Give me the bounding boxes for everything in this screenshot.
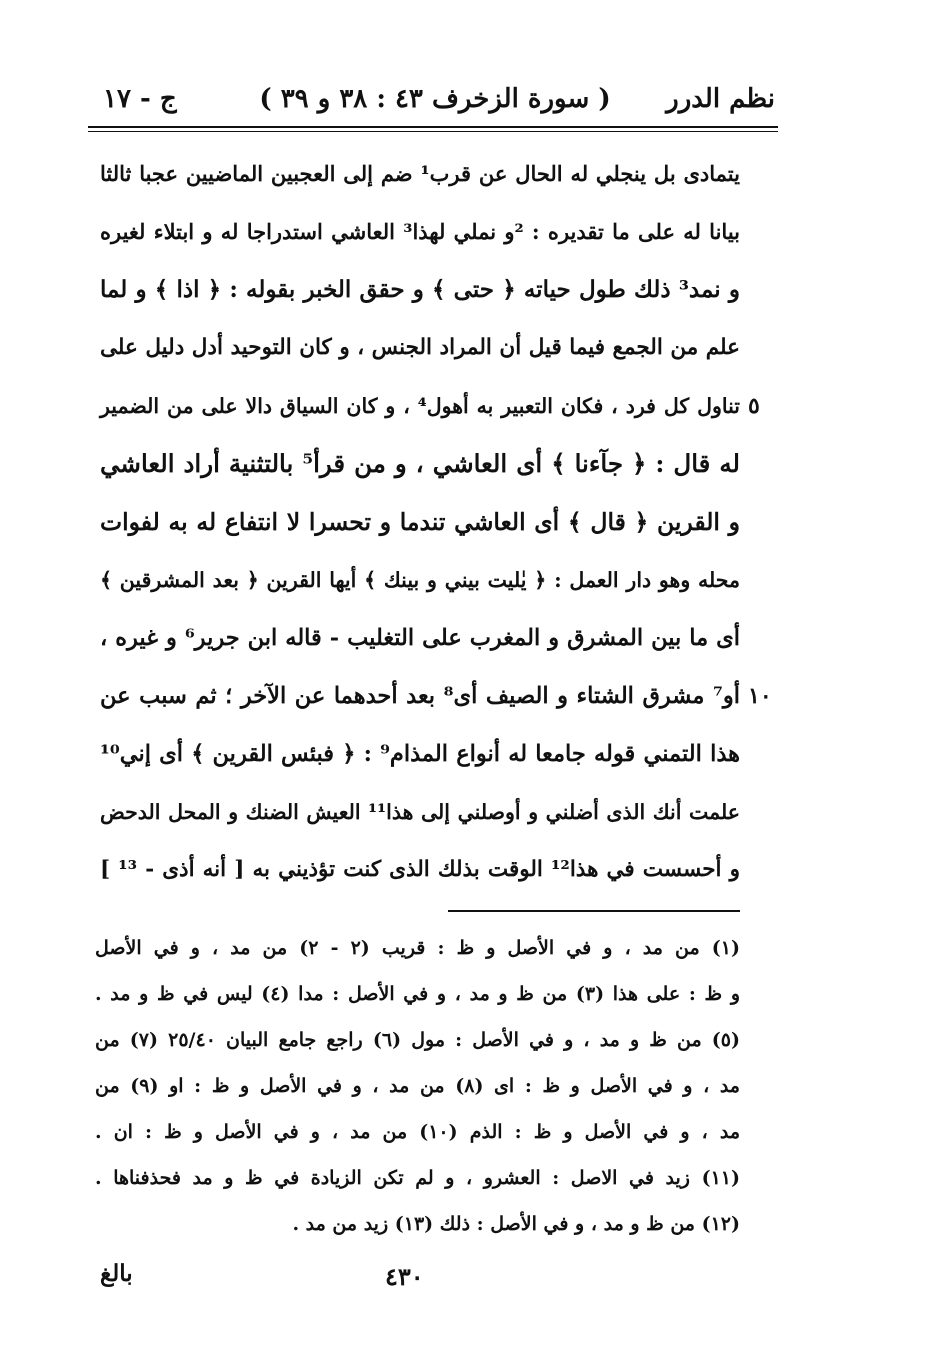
text-line: بيانا له على ما تقديره : ²و نملي لهذا³ العاشي استدراجا له و ابتلاء لغيره (100, 219, 740, 244)
catchword: بالغ (100, 1260, 133, 1287)
running-header (95, 84, 775, 124)
volume-number: ج - ١٧ (103, 84, 177, 114)
text-line: و القرين ﴿ قال ﴾ أى العاشي تندما و تحسرا لا انتفاع له به لفوات (100, 508, 740, 536)
footnote-separator (448, 910, 740, 912)
text-line: و نمد³ ذلك طول حياته ﴿ حتى ﴾ و حقق الخبر بقوله : ﴿ اذا ﴾ و لما (100, 276, 740, 303)
text-line: علم من الجمع فيما قيل أن المراد الجنس ، و كان التوحيد أدل دليل على (100, 335, 740, 360)
line-number-5: ٥ (748, 393, 760, 419)
text-line: يتمادى بل ينجلي له الحال عن قرب¹ ضم إلى العجبين الماضيين عجبا ثالثا (100, 161, 740, 186)
footnote-line: (٥) من ظ و مد ، و في الأصل : مول (٦) راجع جامع البيان ٢٥/٤٠ (٧) من (95, 1029, 740, 1051)
book-title: نظم الدرر (666, 84, 775, 114)
text-line: و أحسست في هذا¹² الوقت بذلك الذى كنت تؤذيني به [ أنه أذى - ¹³ ] (100, 857, 740, 882)
text-line: محله وهو دار العمل : ﴿ يٰليت بيني و بينك ﴾ أيها القرين ﴿ بعد المشرقين ﴾ (100, 568, 740, 592)
footnote-line: مد ، و في الأصل و ظ : اى (٨) من مد ، و في الأصل و ظ : او (٩) من (95, 1075, 740, 1097)
footnotes (95, 928, 740, 1250)
footnote-line: مد ، و في الأصل و ظ : الذم (١٠) من مد ، و في الأصل و ظ : ان . (95, 1121, 740, 1143)
footnote-line: (١٢) من ظ و مد ، و في الأصل : ذلك (١٣) زيد من مد . (292, 1213, 740, 1235)
text-line: هذا التمني قوله جامعا له أنواع المذام⁹ : ﴿ فبئس القرين ﴾ أى إني¹⁰ (100, 741, 740, 767)
text-line: أى ما بين المشرق و المغرب على التغليب - قاله ابن جرير⁶ و غيره ، (100, 625, 741, 651)
footnote-line: (١١) زيد في الاصل : العشرو ، و لم تكن الزيادة في ظ و مد فحذفناها . (95, 1167, 740, 1189)
header-rule-thin (88, 131, 778, 132)
text-line: علمت أنك الذى أضلني و أوصلني إلى هذا¹¹ العيش الضنك و المحل الدحض (100, 800, 740, 824)
footnote-line: و ظ : على هذا (٣) من ظ و مد ، و في الأصل : مدا (٤) ليس في ظ و مد . (95, 983, 740, 1005)
surah-reference: ( سورة الزخرف ٤٣ : ٣٨ و ٣٩ ) (259, 84, 611, 114)
text-line: له قال : ﴿ جآءنا ﴾ أى العاشي ، و من قرأ⁵ بالتثنية أراد العاشي (100, 449, 741, 478)
page-number: ٤٣٠ (385, 1262, 424, 1291)
header-rule-thick (88, 126, 778, 128)
line-number-10: ١٠ (748, 683, 772, 709)
text-line: تناول كل فرد ، فكان التعبير به أهول⁴ ، و كان السياق دالا على من الضمير (100, 394, 740, 418)
text-line: أو⁷ مشرق الشتاء و الصيف أى⁸ بعد أحدهما عن الآخر ؛ ثم سبب عن (100, 683, 740, 709)
main-text (100, 150, 740, 904)
footnote-line: (١) من مد ، و في الأصل و ظ : قريب (٢ - ٢) من مد ، و في الأصل (95, 937, 740, 959)
